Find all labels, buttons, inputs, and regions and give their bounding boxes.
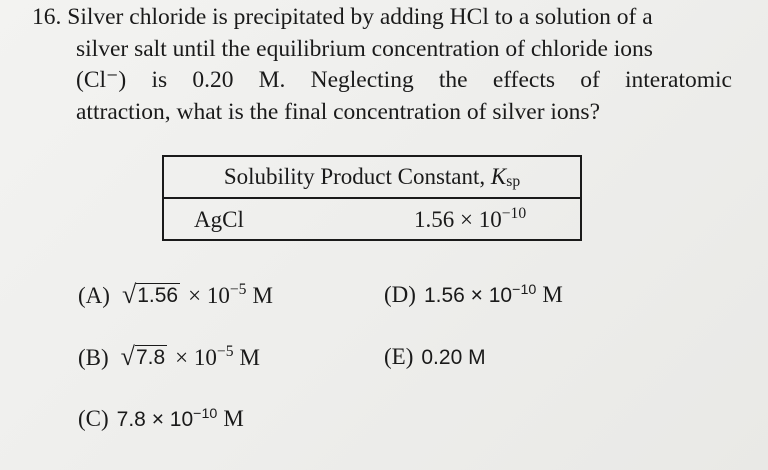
choice-d-exponent: −10: [512, 282, 537, 299]
question-line-1-text: Silver chloride is precipitated by adding HCl to a solution of a: [67, 4, 653, 30]
q3-word: Neglecting: [310, 67, 414, 93]
sqrt-sign-icon: √: [121, 280, 137, 309]
sqrt-radical: [122, 282, 180, 308]
sqrt-sign-icon: √: [120, 342, 135, 371]
choice-c-unit: M: [223, 406, 244, 431]
choice-d-mantissa: 1.56 × 10: [423, 284, 513, 307]
choice-b-times-text: × 10: [175, 345, 217, 370]
choice-a-unit: M: [252, 283, 273, 308]
choice-e-letter: (E): [384, 344, 414, 369]
q3-word: the: [438, 67, 468, 93]
q3-word: (Cl⁻): [76, 67, 127, 93]
choice-c-letter: (C): [78, 406, 109, 431]
ksp-table-header: Solubility Product Constant, K $_{sp}$: [164, 157, 580, 199]
choice-c-value: [117, 408, 218, 432]
q3-word: M.: [258, 67, 286, 93]
choice-d[interactable]: [384, 282, 563, 308]
choice-c-exponent: −10: [193, 406, 218, 423]
ksp-value: [414, 207, 526, 233]
q3-word: interatomic: [624, 67, 732, 93]
choice-c-mantissa: 7.8 × 10: [116, 408, 194, 431]
choice-b-letter: (B): [78, 345, 109, 370]
choice-b-exponent: −5: [216, 343, 234, 361]
choice-d-value: [424, 284, 536, 308]
ksp-symbol: K: [490, 164, 507, 189]
choice-e[interactable]: [384, 344, 486, 370]
choice-a[interactable]: [78, 282, 273, 309]
choice-b-times: [175, 345, 233, 371]
choice-a-exponent: −5: [229, 281, 247, 299]
q3-word: 0.20: [192, 67, 234, 93]
choice-a-times-text: × 10: [188, 283, 230, 308]
sqrt-radical: [121, 344, 167, 370]
ksp-value-mantissa: 1.56 × 10: [414, 207, 502, 232]
choice-a-letter: (A): [78, 283, 110, 308]
question-line-1: [32, 2, 732, 34]
q3-word: is: [151, 67, 168, 93]
choice-d-letter: (D): [384, 282, 416, 307]
ksp-table-row: [164, 199, 580, 241]
choice-c[interactable]: [78, 406, 244, 432]
ksp-header-text: Solubility Product Constant,: [223, 164, 491, 189]
ksp-compound: AgCl: [194, 207, 244, 232]
question-line-2: silver salt until the equilibrium concentration of chloride ions: [76, 35, 653, 62]
question-line-3: [32, 65, 732, 97]
choice-b-radicand: 7.8: [135, 346, 166, 369]
choice-e-value: 0.20 M: [421, 346, 486, 369]
question-text: [32, 2, 732, 128]
choice-a-times: [188, 283, 246, 309]
choice-b-unit: M: [239, 345, 260, 370]
ksp-table: [162, 155, 582, 241]
choice-d-unit: M: [542, 282, 563, 307]
question-line-4: attraction, what is the final concentration of silver ions?: [76, 98, 601, 125]
q3-word: of: [580, 67, 600, 93]
choice-a-radicand: 1.56: [137, 284, 179, 307]
choice-b[interactable]: [78, 344, 260, 371]
question-number: 16.: [32, 4, 62, 30]
ksp-value-exponent: −10: [501, 205, 527, 223]
q3-word: effects: [492, 67, 556, 93]
